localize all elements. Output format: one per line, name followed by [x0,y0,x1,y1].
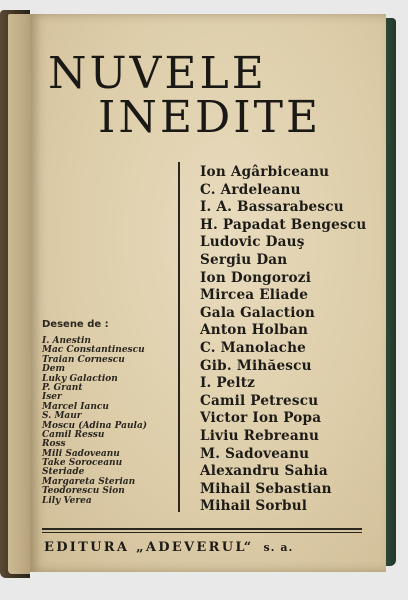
author-item: Ion Agârbiceanu [200,164,330,180]
author-item: Mircea Eliade [200,287,309,304]
author-item: Ludovic Dauş [200,234,305,251]
author-item: Gib. Mihăescu [200,357,312,374]
page-edge [8,14,30,574]
footer-rule-thick [42,528,362,530]
illustrator-item: Camil Ressu [42,429,105,440]
author-item: C. Ardeleanu [200,181,301,198]
author-item: Mihail Sorbul [200,498,308,515]
footer-rule-thin [42,532,362,533]
author-item: Camil Petrescu [200,392,319,409]
author-item: Victor Ion Popa [200,410,322,427]
illustrator-item: Luky Galaction [42,373,118,384]
title-line-1: NUVELE [48,48,267,99]
illustrators-list [42,337,147,506]
illustrator-item: Mac Constantinescu [42,345,145,356]
author-item: I. A. Bassarabescu [200,199,344,216]
illustrator-item: Margareta Sterian [42,476,136,487]
publisher-name: EDITURA „ADEVERUL“ [44,540,254,555]
illustrator-item: Teodorescu Sion [42,486,125,497]
illustrator-item: Mili Sadoveanu [42,448,120,459]
author-item: Liviu Rebreanu [200,427,320,444]
illustrator-item: Ross [42,439,66,450]
author-item: Alexandru Sahia [200,463,328,480]
vertical-divider [178,162,180,512]
author-item: C. Manolache [200,339,307,356]
illustrator-item: Dem [42,364,66,375]
publisher-line [44,540,293,555]
author-item: Mihail Sebastian [200,480,332,497]
publisher-suffix: s. a. [263,541,294,554]
title-page [30,14,386,572]
author-item: Sergiu Dan [200,251,288,268]
author-item: Gala Galaction [200,304,315,321]
title-line-2: INEDITE [98,92,322,143]
illustrator-item: P. Grant [42,382,83,393]
illustrator-item: Moscu (Adina Paula) [42,420,148,431]
author-item: H. Papadat Bengescu [200,216,367,233]
illustrator-item: Traian Cornescu [42,354,125,365]
author-item: I. Peltz [200,375,256,392]
authors-list [200,164,366,516]
illustrator-item: Iser [42,392,62,403]
illustrator-item: S. Maur [42,411,82,422]
illustrator-item: Marcel Iancu [42,401,109,412]
illustrator-item: I. Anestin [42,336,91,346]
illustrator-item: Take Soroceanu [42,458,123,469]
author-item: Anton Holban [200,322,309,339]
illustrator-item: Lily Verea [42,495,92,506]
author-item: M. Sadoveanu [200,445,310,462]
author-item: Ion Dongorozi [200,269,312,286]
illustrations-label: Desene de : [42,319,109,330]
illustrator-item: Steriade [42,467,85,478]
